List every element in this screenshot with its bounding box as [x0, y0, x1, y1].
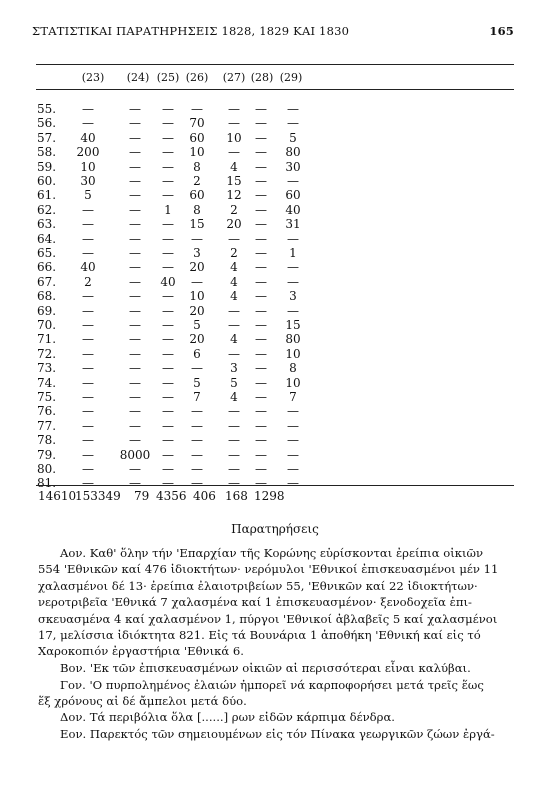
table-cell: —: [228, 404, 240, 419]
running-title: ΣΤΑΤΙΣΤΙΚΑΙ ΠΑΡΑΤΗΡΗΣΕΙΣ 1828, 1829 ΚΑΙ 1830: [32, 24, 350, 38]
table-cell: —: [162, 246, 174, 260]
note-line: 554 'Εθνικῶν καί 476 ἰδιοκτήτων· νερόμυλοι 'Εθνικοί ἐπισκευασμένοι μέν 11: [38, 562, 499, 577]
row-number: 81.: [37, 476, 57, 491]
table-cell: —: [191, 404, 203, 419]
table-cell: —: [162, 404, 174, 419]
table-cell: —: [287, 476, 299, 491]
total-value: 1298: [254, 489, 285, 503]
table-cell: 10: [285, 375, 301, 390]
row-number: 68.: [37, 289, 57, 304]
table-cell: 15: [226, 174, 242, 188]
note-line: σκευασμένα 4 καί χαλασμένον 1, πύργοι 'Εθνικοί ἀβλαβεῖς 5 καί χαλασμένοι: [38, 611, 498, 626]
table-cell: 60: [189, 130, 205, 145]
table-cell: —: [287, 404, 299, 419]
table-cell: —: [129, 188, 141, 203]
table-cell: 2: [84, 274, 92, 289]
table-cell: —: [129, 462, 141, 476]
table-cell: —: [255, 274, 267, 289]
column-header: (26): [185, 71, 209, 84]
table-row: [0, 404, 550, 418]
table-cell: —: [162, 346, 174, 361]
table-cell: —: [129, 390, 141, 404]
table-row: [0, 174, 550, 188]
note-line: Γον. 'Ο πυρπολημένος ἐλαιών ἠμπορεῖ νά καρποφορήσει μετά τρεῖς ἕως: [60, 678, 484, 692]
table-cell: —: [162, 260, 174, 275]
table-cell: —: [129, 476, 141, 491]
table-cell: —: [129, 260, 141, 275]
table-cell: —: [82, 361, 94, 376]
table-cell: —: [287, 433, 299, 448]
table-cell: —: [287, 174, 299, 188]
table-cell: —: [162, 418, 174, 433]
table-cell: 2: [193, 174, 201, 188]
note-paragraph: [38, 677, 518, 710]
table-cell: —: [129, 375, 141, 390]
table-cell: —: [255, 231, 267, 246]
table-cell: 200: [76, 145, 100, 160]
table-cell: —: [162, 145, 174, 160]
table-cell: —: [255, 116, 267, 131]
row-number: 70.: [37, 318, 57, 332]
table-cell: —: [255, 346, 267, 361]
table-cell: 6: [193, 346, 201, 361]
table-row: [0, 448, 550, 462]
table-cell: 30: [80, 174, 96, 188]
column-header: (28): [250, 71, 274, 84]
notes-title: Παρατηρήσεις: [231, 522, 319, 536]
table-cell: 5: [289, 130, 297, 145]
table-cell: —: [191, 447, 203, 462]
row-number: 73.: [37, 361, 57, 376]
table-cell: —: [162, 462, 174, 476]
table-cell: —: [255, 462, 267, 476]
table-cell: —: [129, 246, 141, 260]
table-cell: —: [255, 260, 267, 275]
table-cell: 20: [189, 332, 205, 347]
table-cell: 15: [189, 217, 205, 232]
table-cell: —: [255, 303, 267, 318]
row-number: 74.: [37, 375, 57, 390]
table-cell: —: [82, 303, 94, 318]
table-cell: —: [162, 188, 174, 203]
table-cell: —: [255, 289, 267, 304]
table-cell: 40: [80, 260, 96, 275]
note-paragraph: [38, 660, 518, 676]
table-cell: —: [255, 217, 267, 232]
table-cell: —: [191, 418, 203, 433]
note-line: νεροτριβεῖα 'Εθνικά 7 χαλασμένα καί 1 ἐπισκευασμένον· ξενοδοχεῖα ἐπι-: [38, 595, 472, 610]
note-line: 17, μελίσσια ἰδιόκτητα 821. Εἰς τά Βουνάρια 1 ἀποθήκη 'Εθνική καί εἰς τό: [38, 628, 481, 643]
table-cell: —: [162, 116, 174, 131]
table-cell: —: [82, 418, 94, 433]
table-row: [0, 419, 550, 433]
table-row: [0, 462, 550, 476]
table-cell: —: [255, 130, 267, 145]
note-line: Εον. Παρεκτός τῶν σημειουμένων εἰς τόν Πίνακα γεωργικῶν ζώων ἐργά-: [60, 727, 495, 741]
table-cell: 20: [226, 217, 242, 232]
table-row: [0, 433, 550, 447]
note-line: Χαροκοπιόν ἐργαστήρια 'Εθνικά 6.: [38, 644, 244, 659]
column-header: (25): [156, 71, 180, 84]
table-cell: —: [255, 375, 267, 390]
table-cell: 7: [289, 390, 297, 404]
table-row: [0, 102, 550, 116]
row-number: 77.: [37, 418, 57, 433]
table-cell: 8: [289, 361, 297, 376]
table-cell: 20: [189, 260, 205, 275]
table-cell: —: [228, 476, 240, 491]
table-cell: 5: [84, 188, 92, 203]
row-number: 61.: [37, 188, 57, 203]
table-row: [0, 361, 550, 375]
table-cell: —: [162, 102, 174, 116]
page-number: 165: [489, 24, 514, 38]
table-cell: —: [82, 476, 94, 491]
table-cell: 10: [226, 130, 242, 145]
page-header: [32, 24, 514, 40]
table-cell: —: [287, 418, 299, 433]
note-line: χαλασμένοι δέ 13· ἐρείπια ἐλαιοτριβείων 55, 'Εθνικῶν καί 22 ἰδιοκτήτων·: [38, 578, 478, 593]
table-cell: —: [255, 404, 267, 419]
table-cell: —: [129, 202, 141, 217]
table-row: [0, 289, 550, 303]
table-cell: —: [162, 303, 174, 318]
table-cell: —: [162, 390, 174, 404]
column-header: (27): [222, 71, 246, 84]
table-cell: —: [228, 447, 240, 462]
table-cell: —: [228, 318, 240, 332]
table-cell: —: [82, 390, 94, 404]
row-number: 64.: [37, 231, 57, 246]
table-cell: 70: [189, 116, 205, 131]
table-cell: —: [82, 433, 94, 448]
total-value: 4356: [156, 489, 187, 503]
table-cell: —: [191, 462, 203, 476]
row-number: 66.: [37, 260, 57, 275]
row-number: 75.: [37, 390, 57, 404]
table-cell: —: [82, 404, 94, 419]
table-cell: —: [129, 318, 141, 332]
table-cell: —: [129, 174, 141, 188]
table-cell: —: [82, 447, 94, 462]
table-cell: —: [82, 246, 94, 260]
table-row: [0, 347, 550, 361]
table-row: [0, 116, 550, 130]
table-cell: —: [162, 217, 174, 232]
table-cell: —: [162, 231, 174, 246]
row-number: 69.: [37, 303, 57, 318]
table-cell: 1: [164, 202, 172, 217]
table-cell: —: [287, 231, 299, 246]
row-number: 67.: [37, 274, 57, 289]
table-cell: 3: [289, 289, 297, 304]
row-number: 62.: [37, 202, 57, 217]
row-number: 56.: [37, 116, 57, 131]
table-cell: —: [129, 332, 141, 347]
table-cell: 4: [230, 260, 238, 275]
total-value: 153349: [75, 489, 121, 503]
table-cell: —: [191, 102, 203, 116]
table-cell: —: [228, 116, 240, 131]
table-cell: 60: [285, 188, 301, 203]
table-cell: —: [129, 159, 141, 174]
table-cell: 10: [80, 159, 96, 174]
table-row: [0, 160, 550, 174]
table-cell: —: [129, 346, 141, 361]
table-row: [0, 145, 550, 159]
table-cell: —: [191, 476, 203, 491]
table-cell: 2: [230, 246, 238, 260]
table-cell: —: [287, 462, 299, 476]
table-cell: 4: [230, 332, 238, 347]
table-cell: —: [162, 433, 174, 448]
row-number: 60.: [37, 174, 57, 188]
note-paragraph: [38, 726, 518, 742]
table-cell: 1: [289, 246, 297, 260]
table-cell: 20: [189, 303, 205, 318]
table-cell: 12: [226, 188, 242, 203]
row-number: 78.: [37, 433, 57, 448]
table-cell: —: [162, 361, 174, 376]
table-cell: —: [255, 361, 267, 376]
table-bottom-rule: [36, 485, 514, 486]
table-cell: —: [255, 202, 267, 217]
row-number: 79.: [37, 447, 57, 462]
table-cell: —: [82, 116, 94, 131]
table-top-rule: [36, 64, 514, 65]
table-cell: —: [162, 332, 174, 347]
table-cell: —: [162, 174, 174, 188]
table-cell: 10: [285, 346, 301, 361]
table-cell: —: [82, 289, 94, 304]
table-cell: 40: [80, 130, 96, 145]
note-paragraph: [38, 545, 518, 660]
table-cell: —: [228, 231, 240, 246]
note-line: ἕξ χρόνους αἱ δέ ἄμπελοι μετά δύο.: [38, 694, 247, 709]
table-cell: 8: [193, 159, 201, 174]
table-cell: —: [255, 318, 267, 332]
table-cell: 5: [193, 375, 201, 390]
table-cell: —: [129, 303, 141, 318]
table-cell: 4: [230, 159, 238, 174]
total-value: 14610: [38, 489, 77, 503]
row-number: 59.: [37, 159, 57, 174]
table-cell: —: [191, 274, 203, 289]
table-cell: —: [287, 274, 299, 289]
note-line: Βον. 'Εκ τῶν ἐπισκευασμένων οἰκιῶν αἱ περισσότεραι εἶναι καλύβαι.: [60, 661, 471, 675]
row-number: 80.: [37, 462, 57, 476]
table-cell: 5: [230, 375, 238, 390]
table-cell: —: [129, 217, 141, 232]
table-cell: 5: [193, 318, 201, 332]
table-cell: 8000: [119, 447, 151, 462]
total-value: 79: [134, 489, 150, 503]
table-cell: —: [129, 145, 141, 160]
table-cell: 31: [285, 217, 301, 232]
table-cell: —: [255, 246, 267, 260]
total-value: 168: [225, 489, 248, 503]
table-row: [0, 275, 550, 289]
table-cell: —: [228, 102, 240, 116]
table-cell: —: [162, 447, 174, 462]
row-number: 57.: [37, 130, 57, 145]
row-number: 76.: [37, 404, 57, 419]
row-number: 72.: [37, 346, 57, 361]
table-cell: —: [162, 289, 174, 304]
table-cell: —: [228, 462, 240, 476]
table-cell: 30: [285, 159, 301, 174]
table-cell: —: [255, 433, 267, 448]
table-cell: —: [255, 145, 267, 160]
table-row: [0, 203, 550, 217]
table-cell: —: [129, 231, 141, 246]
table-header-rule: [36, 89, 514, 90]
table-cell: —: [129, 116, 141, 131]
table-cell: —: [129, 130, 141, 145]
table-cell: —: [129, 361, 141, 376]
table-cell: 10: [189, 145, 205, 160]
table-cell: 60: [189, 188, 205, 203]
table-cell: —: [129, 418, 141, 433]
table-cell: 15: [285, 318, 301, 332]
column-header: (29): [279, 71, 303, 84]
table-cell: 4: [230, 274, 238, 289]
row-number: 63.: [37, 217, 57, 232]
table-cell: —: [82, 231, 94, 246]
note-line: Δον. Τά περιβόλια ὅλα [......] ρων εἰδῶν κάρπιμα δένδρα.: [60, 710, 395, 724]
table-cell: —: [162, 318, 174, 332]
table-cell: —: [228, 418, 240, 433]
table-cell: —: [129, 289, 141, 304]
table-cell: —: [82, 375, 94, 390]
table-cell: —: [255, 188, 267, 203]
table-cell: —: [228, 303, 240, 318]
row-number: 65.: [37, 246, 57, 260]
table-cell: —: [287, 102, 299, 116]
table-cell: 4: [230, 289, 238, 304]
table-cell: —: [162, 375, 174, 390]
table-cell: —: [82, 332, 94, 347]
table-row: [0, 318, 550, 332]
table-cell: 40: [285, 202, 301, 217]
table-row: [0, 217, 550, 231]
table-cell: —: [287, 447, 299, 462]
table-cell: 40: [160, 274, 176, 289]
table-cell: 8: [193, 202, 201, 217]
table-cell: 3: [193, 246, 201, 260]
table-cell: —: [255, 418, 267, 433]
table-row: [0, 376, 550, 390]
row-number: 55.: [37, 102, 57, 116]
table-row: [0, 332, 550, 346]
table-cell: —: [287, 260, 299, 275]
table-cell: —: [129, 102, 141, 116]
table-cell: —: [191, 231, 203, 246]
table-cell: —: [162, 159, 174, 174]
table-cell: —: [255, 476, 267, 491]
table-cell: —: [129, 404, 141, 419]
table-cell: —: [129, 433, 141, 448]
column-header: (24): [126, 71, 150, 84]
row-number: 58.: [37, 145, 57, 160]
table-cell: —: [82, 217, 94, 232]
table-cell: 3: [230, 361, 238, 376]
table-cell: —: [255, 102, 267, 116]
table-row: [0, 304, 550, 318]
table-cell: —: [191, 361, 203, 376]
table-row: [0, 390, 550, 404]
table-cell: —: [287, 116, 299, 131]
row-number: 71.: [37, 332, 57, 347]
table-cell: —: [82, 346, 94, 361]
table-cell: —: [228, 433, 240, 448]
table-cell: —: [129, 274, 141, 289]
table-cell: 80: [285, 145, 301, 160]
table-cell: 7: [193, 390, 201, 404]
note-paragraph: [38, 709, 518, 725]
table-cell: —: [191, 433, 203, 448]
note-line: Αον. Καθ' ὅλην τήν 'Επαρχίαν τῆς Κορώνης εὑρίσκονται ἐρείπια οἰκιῶν: [60, 546, 484, 560]
table-cell: —: [82, 462, 94, 476]
table-cell: 80: [285, 332, 301, 347]
table-cell: —: [255, 447, 267, 462]
table-cell: —: [82, 202, 94, 217]
column-header: (23): [81, 71, 105, 84]
table-cell: —: [228, 346, 240, 361]
table-cell: —: [255, 390, 267, 404]
table-cell: —: [228, 145, 240, 160]
table-cell: 4: [230, 390, 238, 404]
table-row: [0, 232, 550, 246]
table-cell: —: [82, 102, 94, 116]
table-cell: —: [255, 159, 267, 174]
table-row: [0, 188, 550, 202]
table-cell: —: [255, 332, 267, 347]
table-row: [0, 260, 550, 274]
table-cell: 2: [230, 202, 238, 217]
table-cell: —: [162, 476, 174, 491]
table-cell: —: [255, 174, 267, 188]
table-cell: —: [287, 303, 299, 318]
table-cell: —: [162, 130, 174, 145]
table-row: [0, 131, 550, 145]
table-cell: 10: [189, 289, 205, 304]
total-value: 406: [193, 489, 216, 503]
table-row: [0, 246, 550, 260]
table-cell: —: [82, 318, 94, 332]
